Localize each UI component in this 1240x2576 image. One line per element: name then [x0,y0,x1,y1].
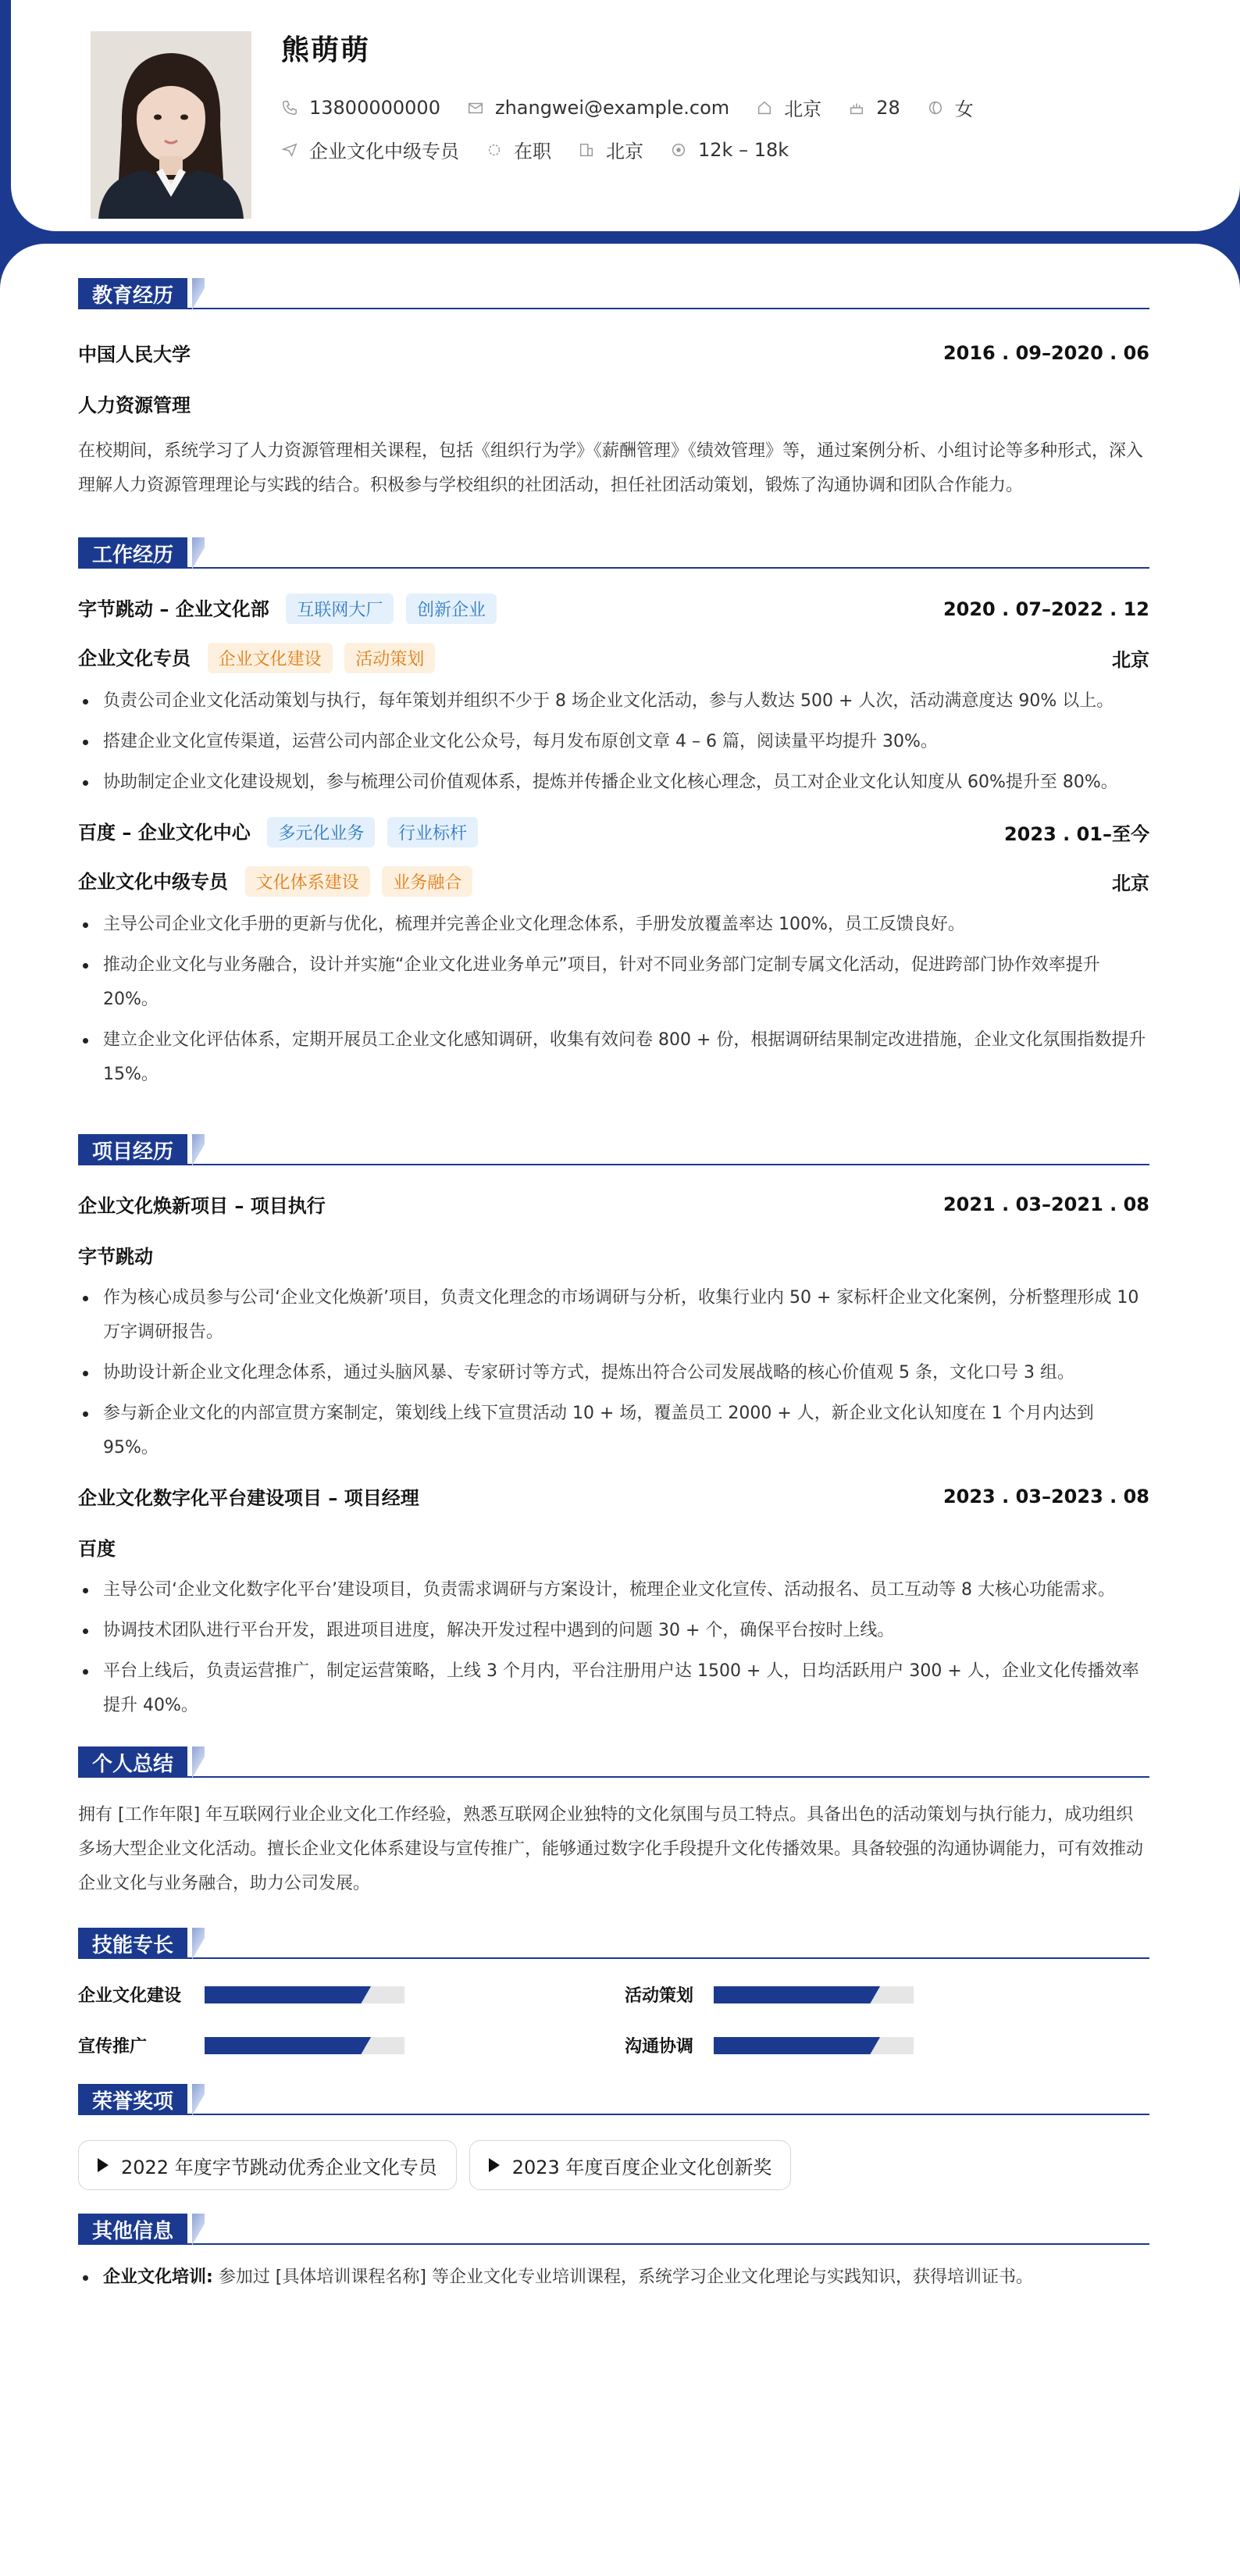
job-role: 企业文化专员 [78,648,191,669]
company-tag: 互联网大厂 [286,594,394,624]
skill-bar [714,2037,914,2054]
list-item: 协调技术团队进行平台开发，跟进项目进度，解决开发过程中遇到的问题 30 + 个，确保平台按时上线。 [78,1614,1149,1648]
project-bullets [78,1573,1149,1723]
mail-icon [467,99,484,116]
skill-bar-fill [205,2037,361,2054]
skill-bar [205,2037,404,2054]
skill-bar-fill [714,1986,870,2003]
salary-item [670,139,789,161]
portrait-image [91,31,251,219]
role-tag: 文化体系建设 [245,866,370,897]
cake-icon [848,99,865,116]
list-item: 推动企业文化与业务融合，设计并实施“企业文化进业务单元”项目，针对不同业务部门定制专属文化活动，促进跨部门协作效率提升 20%。 [78,948,1149,1017]
skill-item [625,1982,1149,2007]
skill-name: 宣传推广 [78,2037,148,2057]
role-tag: 活动策划 [344,643,435,673]
list-item: 主导公司‘企业文化数字化平台’建设项目，负责需求调研与方案设计，梳理企业文化宣传、活动报名、员工互动等 8 大核心功能需求。 [78,1573,1149,1607]
role-tag: 业务融合 [382,866,472,897]
project-org: 字节跳动 [78,1246,153,1268]
summary-text: 拥有 [工作年限] 年互联网行业企业文化工作经验，熟悉互联网企业独特的文化氛围与员工特点。具备出色的活动策划与执行能力，成功组织多场大型企业文化活动。擅长企业文化体系建设与宣传推广，能够通过数字化手段提升文化传播效果。具备较强的沟通协调能力，可有效推动企业文化与业务融合，助力公司发展。 [78,1805,1144,1893]
skill-bar-fill [714,2037,870,2054]
resume-body [0,244,1240,2576]
play-icon [98,2158,109,2172]
award-chip [469,2140,792,2190]
work-heading: 工作经历 [78,537,187,569]
coin-icon [670,141,687,159]
skill-name: 沟通协调 [625,2037,694,2057]
list-item: 协助设计新企业文化理念体系，通过头脑风暴、专家研讨等方式，提炼出符合公司发展战略的核心价值观 5 条，文化口号 3 组。 [78,1356,1149,1390]
award-label: 2022 年度字节跳动优秀企业文化专员 [121,2156,437,2178]
skills-heading: 技能专长 [78,1928,187,1959]
home-icon [756,99,773,116]
work-bullets [78,908,1149,1092]
list-item: 作为核心成员参与公司‘企业文化焕新’项目，负责文化理念的市场调研与分析，收集行业内 50 + 家标杆企业文化案例，分析整理形成 10 万字调研报告。 [78,1281,1149,1350]
awards-list [78,2140,1149,2190]
projects-heading: 项目经历 [78,1134,187,1165]
skill-name: 活动策划 [625,1986,694,2006]
status-item [486,136,551,163]
project-period: 2021 . 03–2021 . 08 [942,1193,1149,1215]
phone-item [281,97,440,119]
company-name: 百度 – 企业文化中心 [78,822,251,844]
skill-bar [714,1986,914,2003]
profile-header [11,0,1240,231]
job-role: 企业文化中级专员 [78,871,228,893]
company-tag: 多元化业务 [267,817,375,847]
send-icon [281,141,298,159]
list-item: 建立企业文化评估体系，定期开展员工企业文化感知调研，收集有效问卷 800 + 份，根据调研结果制定改进措施，企业文化氛围指数提升 15%。 [78,1023,1149,1092]
project-entry [78,1482,1149,1723]
status-value: 在职 [514,141,551,162]
awards-section-title [78,2081,1149,2115]
project-title: 企业文化数字化平台建设项目 – 项目经理 [78,1487,419,1509]
city-item [578,136,643,163]
projects-section-title [78,1131,1149,1165]
age-value: 28 [876,96,900,119]
phone-value: 13800000000 [309,96,440,119]
work-city: 北京 [1112,649,1149,671]
education-heading: 教育经历 [78,278,187,309]
education-header [78,339,1149,366]
status-icon [486,141,503,159]
summary-heading: 个人总结 [78,1746,187,1778]
play-icon [489,2158,500,2172]
company-name: 字节跳动 – 企业文化部 [78,598,269,620]
position-item [281,136,459,163]
award-label: 2023 年度百度企业文化创新奖 [511,2156,772,2178]
work-entry [78,817,1149,1092]
education-period: 2016 . 09–2020 . 06 [942,341,1149,364]
skill-item [78,1982,625,2007]
skills-grid [78,1982,1149,2057]
work-city: 北京 [1112,872,1149,894]
position-value: 企业文化中级专员 [309,141,459,162]
age-item [848,97,900,119]
skill-bar [205,1986,404,2003]
email-item [467,97,729,119]
work-period: 2020 . 07–2022 . 12 [942,598,1149,620]
project-period: 2023 . 03–2023 . 08 [942,1485,1149,1507]
city-value: 北京 [606,141,643,162]
phone-icon [281,99,298,116]
gender-value: 女 [954,98,974,120]
hometown-value: 北京 [784,98,822,120]
list-item: 平台上线后，负责运营推广，制定运营策略，上线 3 个月内，平台注册用户达 1500 + 人，日均活跃用户 300 + 人，企业文化传播效率提升 40%。 [78,1654,1149,1723]
role-tag: 企业文化建设 [208,643,333,673]
work-period: 2023 . 01–至今 [1003,823,1149,845]
list-item: 参与新企业文化的内部宣贯方案制定，策划线上线下宣贯活动 10 + 场，覆盖员工 2000 + 人，新企业文化认知度在 1 个月内达到 95%。 [78,1397,1149,1465]
email-value: zhangwei@example.com [494,96,730,119]
list-item: 负责公司企业文化活动策划与执行，每年策划并组织不少于 8 场企业文化活动，参与人数达 500 + 人次，活动满意度达 90% 以上。 [78,684,1149,719]
skill-name: 企业文化建设 [78,1986,182,2006]
skill-bar-fill [205,1986,361,2003]
award-chip [78,2140,457,2190]
list-item [78,2260,1149,2295]
hometown-item [756,94,821,121]
education-section-title [78,275,1149,309]
other-info-label: 企业文化培训: [103,2267,213,2287]
project-org: 百度 [78,1538,116,1560]
other-heading: 其他信息 [78,2214,187,2245]
building-icon [578,141,595,159]
project-bullets [78,1281,1149,1465]
work-entry [78,594,1149,800]
avatar [91,31,251,219]
company-tag: 行业标杆 [387,817,478,847]
other-section-title [78,2210,1149,2245]
salary-value: 12k – 18k [698,138,789,161]
other-info-list [78,2260,1149,2295]
skill-item [625,2033,1149,2057]
gender-item [927,94,974,121]
work-section-title [78,534,1149,569]
list-item: 主导公司企业文化手册的更新与优化，梳理并完善企业文化理念体系，手册发放覆盖率达 100%，员工反馈良好。 [78,908,1149,942]
summary-section-title [78,1743,1149,1778]
skill-item [78,2033,625,2057]
project-entry [78,1190,1149,1465]
work-bullets [78,684,1149,800]
other-info-text: 参加过 [具体培训课程名称] 等企业文化专业培训课程，系统学习企业文化理论与实践知识，获得培训证书。 [218,2267,1033,2287]
project-title: 企业文化焕新项目 – 项目执行 [78,1195,326,1217]
company-tag: 创新企业 [406,594,497,624]
gender-icon [927,99,944,116]
school-name: 中国人民大学 [78,344,191,366]
skills-section-title [78,1925,1149,1959]
candidate-name: 熊萌萌 [281,34,371,66]
education-major: 人力资源管理 [78,394,191,416]
education-description: 在校期间，系统学习了人力资源管理相关课程，包括《组织行为学》《薪酬管理》《绩效管理》等，通过案例分析、小组讨论等多种形式，深入理解人力资源管理理论与实践的结合。积极参与学校组织的社团活动，担任社团活动策划，锻炼了沟通协调和团队合作能力。 [78,441,1144,495]
job-intent-row [281,136,815,163]
list-item: 协助制定企业文化建设规划，参与梳理公司价值观体系，提炼并传播企业文化核心理念，员工对企业文化认知度从 60%提升至 80%。 [78,765,1149,800]
awards-heading: 荣誉奖项 [78,2084,187,2115]
list-item: 搭建企业文化宣传渠道，运营公司内部企业文化公众号，每月发布原创文章 4 – 6 篇，阅读量平均提升 30%。 [78,725,1149,759]
contact-row [281,94,1000,121]
